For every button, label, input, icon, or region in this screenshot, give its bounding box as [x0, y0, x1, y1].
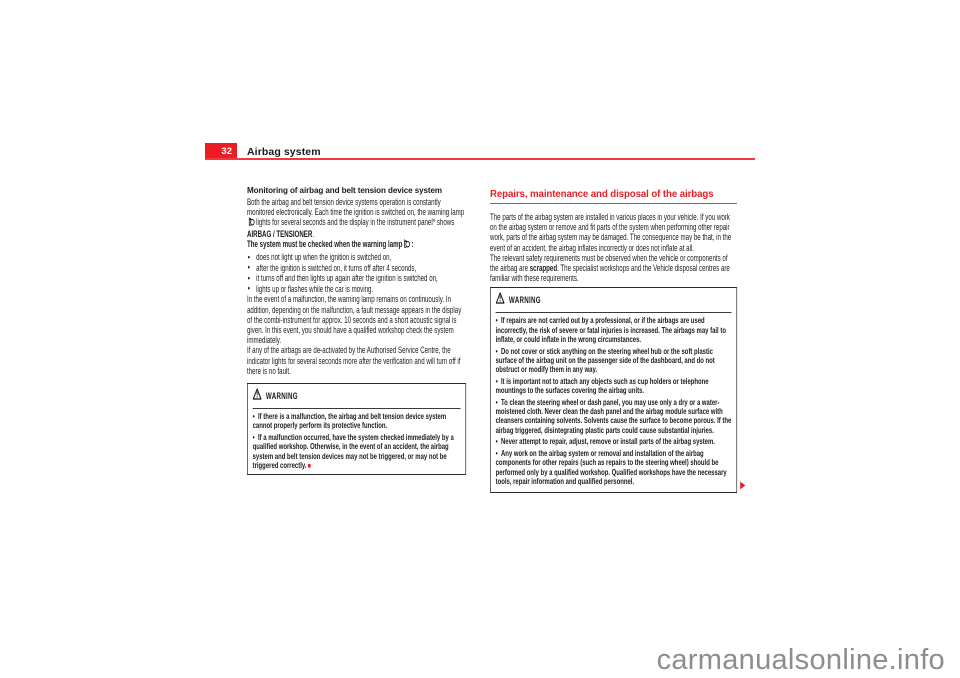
page-number: 32: [221, 146, 232, 157]
warning-triangle-icon: [496, 291, 505, 309]
list-item: • lights up or flashes while the car is moving.: [247, 284, 466, 295]
warning-item: • It is important not to attach any objects such as cup holders or telephone mountings to the surfaces covering the airbag units.: [496, 377, 732, 396]
warning-title: WARNING: [508, 295, 541, 306]
header-rule: [205, 158, 755, 160]
chapter-title: Airbag system: [247, 146, 321, 158]
left-column: [247, 186, 466, 475]
right-column: [490, 189, 746, 493]
warning-item: • If repairs are not carried out by a professional, or if the airbags are used incorrectly, the risk of severe or fatal injuries is increased. The airbags may fail to inflate, or could inflate in the wrong circumstances.: [496, 316, 732, 344]
list-item: • after the ignition is switched on, it turns off after 4 seconds,: [247, 263, 466, 274]
list-item: • does not light up when the ignition is switched on,: [247, 252, 466, 263]
warning-box-left: [247, 383, 466, 475]
warning-item: • If there is a malfunction, the airbag and belt tension device system cannot properly perform its protective function.: [253, 412, 461, 431]
section-heading-monitoring: Monitoring of airbag and belt tension device system: [247, 186, 443, 195]
airbag-lamp-icon: [404, 239, 410, 250]
airbag-lamp-icon: [248, 217, 254, 228]
warning-title: WARNING: [265, 391, 298, 402]
warning-item: • If a malfunction occurred, have the system checked immediately by a qualified workshop. Otherwise, in the event of an accident, the airbag system and belt tension devices may not be triggered, or may not be triggered correctly.■: [253, 433, 461, 471]
check-conditions-heading: The system must be checked when the warning lamp :: [247, 238, 414, 249]
warning-item: • Do not cover or stick anything on the steering wheel hub or the soft plastic surface of the airbag unit on the passenger side of the dashboard, and do not obstruct or modify them in any way.: [496, 347, 732, 375]
warning-box-right: [490, 287, 746, 493]
warning-box-header: [253, 384, 461, 409]
warning-lamp-condition-list: [247, 252, 466, 294]
section-heading-repairs: Repairs, maintenance and disposal of the airbags: [490, 189, 737, 204]
watermark: carmanualsonline.info: [656, 644, 945, 676]
warning-box-header: [496, 288, 732, 313]
warning-triangle-icon: [253, 387, 262, 405]
paragraph-malfunction: In the event of a malfunction, the warning lamp remains on continuously. In addition, depending on the malfunction, a fault message appears in the display of the combi-instrument for approx. 10 seconds and a short acoustic signal is given. In this event, you should have a qualified workshop check the system immediately.: [247, 294, 462, 346]
page-continuation-icon: ▶: [740, 480, 746, 492]
warning-item: • Any work on the airbag system or removal and installation of the airbag components for other repairs (such as repairs to the steering wheel) should be performed only by a qualified workshop. Qualified workshops have the necessary tools, repair information and qualified personnel.: [496, 449, 732, 487]
paragraph-deactivation: If any of the airbags are de-activated by the Authorised Service Centre, the indicator lights for several seconds more after the verification and will turn off if there is no fault.: [247, 345, 461, 376]
paragraph-repairs: The parts of the airbag system are installed in various places in your vehicle. If you work on the airbag system or remove and fit parts of the system when performing other repair work, parts of the airbag system may be damaged. The consequence may be that, in the event of an accident, the airbag inflates incorrectly or does not inflate at all.: [490, 212, 732, 253]
display-message-text: AIRBAG / TENSIONER: [247, 228, 313, 239]
list-item: • it turns off and then lights up again after the ignition is switched on,: [247, 273, 466, 284]
paragraph-disposal: The relevant safety requirements must be observed when the vehicle or components of the airbag are scrapped. The specialist workshops and the Vehicle disposal centres are familiar with these requirements.: [490, 252, 730, 284]
warning-item: • To clean the steering wheel or dash panel, you may use only a dry or a water-moistened cloth. Never clean the dash panel and the airbag module surface with cleansers containing solvents. Solvents cause the surface to become porous. If the airbag triggered, disintegrating plastic parts could cause substantial injuries.: [496, 398, 732, 436]
scrapped-emphasis: scrapped: [529, 263, 558, 274]
paragraph-monitoring: Both the airbag and belt tension device systems operation is constantly monitored electronically. Each time the ignition is switched on, the warning lamplights for several seconds and the display in the instrument panel* shows AIRBAG / TENSIONER.: [247, 197, 465, 239]
warning-item: • Never attempt to repair, adjust, remove or install parts of the airbag system.: [496, 437, 732, 446]
section-end-icon: ■: [307, 461, 311, 471]
